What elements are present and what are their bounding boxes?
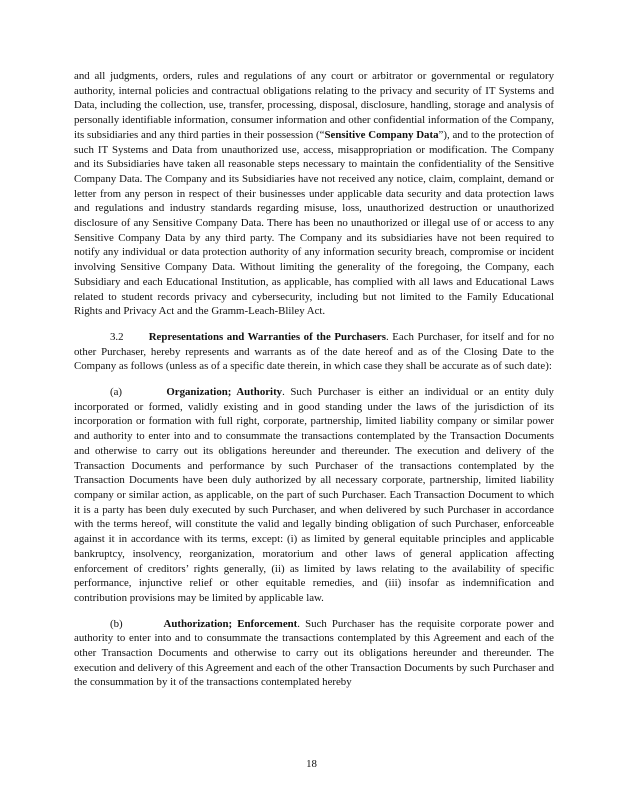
subsection-heading: Organization; Authority bbox=[166, 386, 283, 399]
paragraph-text: ”), and to the protection of such IT Systems and Data from unauthorized use, access, misappropriation or modification. The Company and its Subsidiaries have taken all reasonable steps necessary to maintain the confidentiality of the Sensitive Company Data. The Company and its Subsidiaries have not received any notice, claim, complaint, demand or letter from any person in respect of their businesses under applicable data security and data protection laws and regulations and industry standards regarding misuse, loss, unauthorized destruction or unauthorized disclosure of any Sensitive Company Data. There has been no unauthorized or illegal use of or access to any Sensitive Company Data by any third party. The Company and its subsidiaries have not been required to notify any individual or data protection authority of any information security breach, compromise or incident involving Sensitive Company Data. Without limiting the generality of the foregoing, the Company, each Subsidiary and each Educational Institution, as applicable, has complied with all laws and Educational Laws related to student records privacy and cybersecurity, including but not limited to the Family Educational Rights and Privacy Act and the Gramm-Leach-Bliley Act. bbox=[74, 128, 554, 318]
paragraph-privacy-compliance bbox=[74, 69, 554, 319]
subsection-label: (b) bbox=[110, 617, 123, 630]
defined-term: Sensitive Company Data bbox=[324, 128, 439, 141]
page-number: 18 bbox=[306, 758, 317, 770]
subsection-b-paragraph bbox=[74, 617, 554, 691]
paragraph-text: and all judgments, orders, rules and regulations of any court or arbitrator or governmental or regulatory authority, internal policies and contractual obligations relating to the privacy and security of IT Systems and Data, including the collection, use, transfer, processing, disposal, disclosure, handling, storage and analysis of personally identifiable information, consumer information and other confidential information of the Company, its subsidiaries and any third parties in their possession (“ bbox=[74, 70, 554, 141]
section-heading: Representations and Warranties of the Purchasers bbox=[148, 330, 386, 343]
paragraph-text: . Such Purchaser is either an individual or an entity duly incorporated or formed, validly existing and in good standing under the laws of the jurisdiction of its incorporation or formation with full right, corporate, partnership, limited liability company or similar power and authority to enter into and to consummate the transactions contemplated by the Transaction Documents and otherwise to carry out its obligations hereunder and thereunder. The execution and delivery of the Transaction Documents and performance by such Purchaser of the transactions contemplated by the Transaction Documents have been duly authorized by all necessary corporate, partnership, limited liability company or similar action, as applicable, on the part of such Purchaser. Each Transaction Document to which it is a party has been duly executed by such Purchaser, and when delivered by such Purchaser in accordance with the terms hereof, will constitute the valid and legally binding obligation of such Purchaser, enforceable against it in accordance with its terms, except: (i) as limited by general equitable principles and applicable bankruptcy, insolvency, reorganization, moratorium and other laws of general application affecting enforcement of creditors’ rights generally, (ii) as limited by laws relating to the availability of specific performance, injunctive relief or other equitable remedies, and (iii) insofar as indemnification and contribution provisions may be limited by applicable law. bbox=[74, 386, 554, 604]
section-number: 3.2 bbox=[110, 330, 124, 343]
paragraph-text: . Such Purchaser has the requisite corporate power and authority to enter into and to consummate the transactions contemplated by this Agreement and each of the other Transaction Documents and otherwise to carry out its obligations hereunder and thereunder. The execution and delivery of this Agreement and each of the other Transaction Documents by such Purchaser and the consummation by it of the transactions contemplated hereby bbox=[74, 617, 555, 689]
document-body bbox=[74, 69, 554, 690]
paragraph-text: . Each Purchaser, for itself and for no other Purchaser, hereby represents and warrants as of the date hereof and as of the Closing Date to the Company as follows (unless as of a specific date therein, in which case they shall be accurate as of such date): bbox=[74, 330, 554, 373]
subsection-heading: Authorization; Enforcement bbox=[163, 617, 298, 630]
subsection-a-paragraph bbox=[74, 385, 554, 606]
subsection-label: (a) bbox=[110, 386, 123, 399]
section-3-2-paragraph bbox=[74, 330, 554, 374]
